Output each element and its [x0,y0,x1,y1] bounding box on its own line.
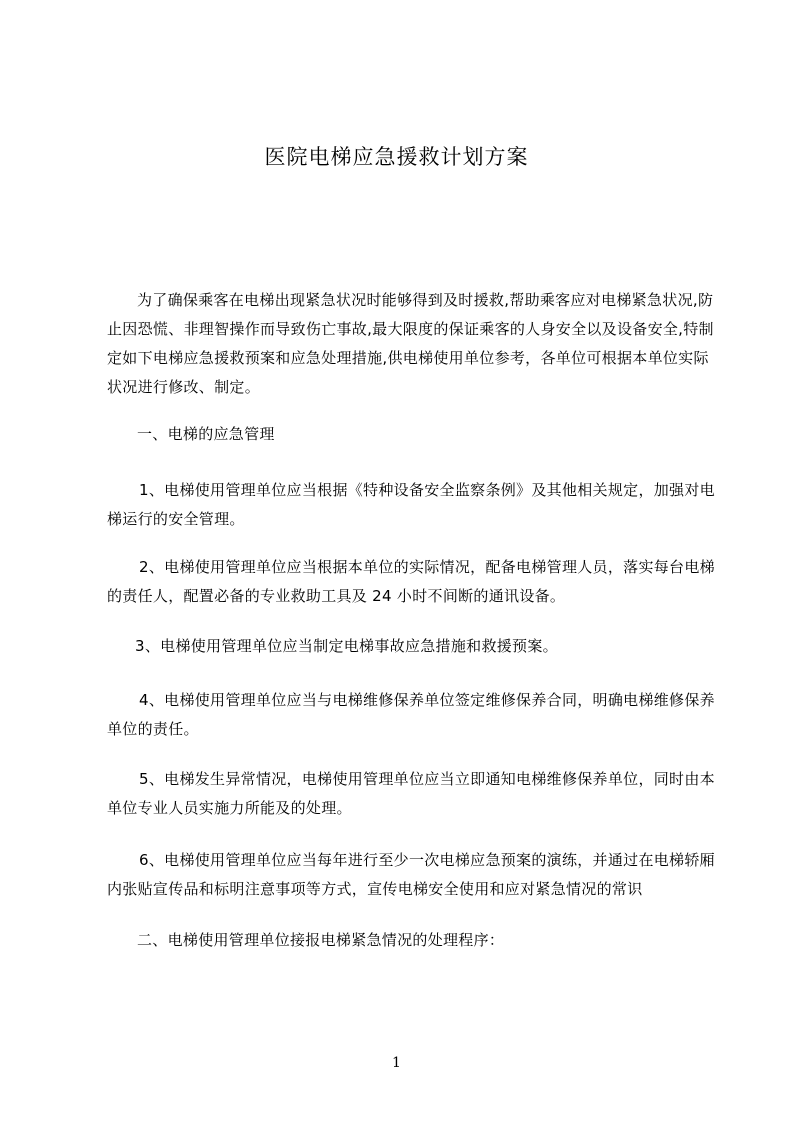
section-heading-2: 二、电梯使用管理单位接报电梯紧急情况的处理程序： [137,931,505,949]
page-number: 1 [392,1055,401,1071]
list-item-6: 6、电梯使用管理单位应当每年进行至少一次电梯应急预案的演练，并通过在电梯轿厢内张贴宣传品和标明注意事项等方式，宣传电梯安全使用和应对紧急情况的常识 [107,851,715,898]
intro-paragraph: 为了确保乘客在电梯出现紧急状况时能够得到及时援救,帮助乘客应对电梯紧急状况,防止因恐慌、非理智操作而导致伤亡事故,最大限度的保证乘客的人身安全以及设备安全,特制定如下电梯应急援救预案和应急处理措施,供电梯使用单位参考，各单位可根据本单位实际状况进行修改、制定。 [107,291,714,396]
document-title: 医院电梯应急援救计划方案 [264,145,529,169]
list-item-2: 2、电梯使用管理单位应当根据本单位的实际情况，配备电梯管理人员，落实每台电梯的责任人，配置必备的专业救助工具及 24 小时不间断的通讯设备。 [107,558,715,605]
list-item-4: 4、电梯使用管理单位应当与电梯维修保养单位签定维修保养合同，明确电梯维修保养单位的责任。 [107,691,715,738]
list-item-5: 5、电梯发生异常情况，电梯使用管理单位应当立即通知电梯维修保养单位，同时由本单位专业人员实施力所能及的处理。 [107,770,715,817]
list-item-3: 3、电梯使用管理单位应当制定电梯事故应急措施和救援预案。 [135,637,558,655]
section-heading-1: 一、电梯的应急管理 [137,425,275,443]
list-item-1: 1、电梯使用管理单位应当根据《特种设备安全监察条例》及其他相关规定，加强对电梯运行的安全管理。 [107,481,715,528]
